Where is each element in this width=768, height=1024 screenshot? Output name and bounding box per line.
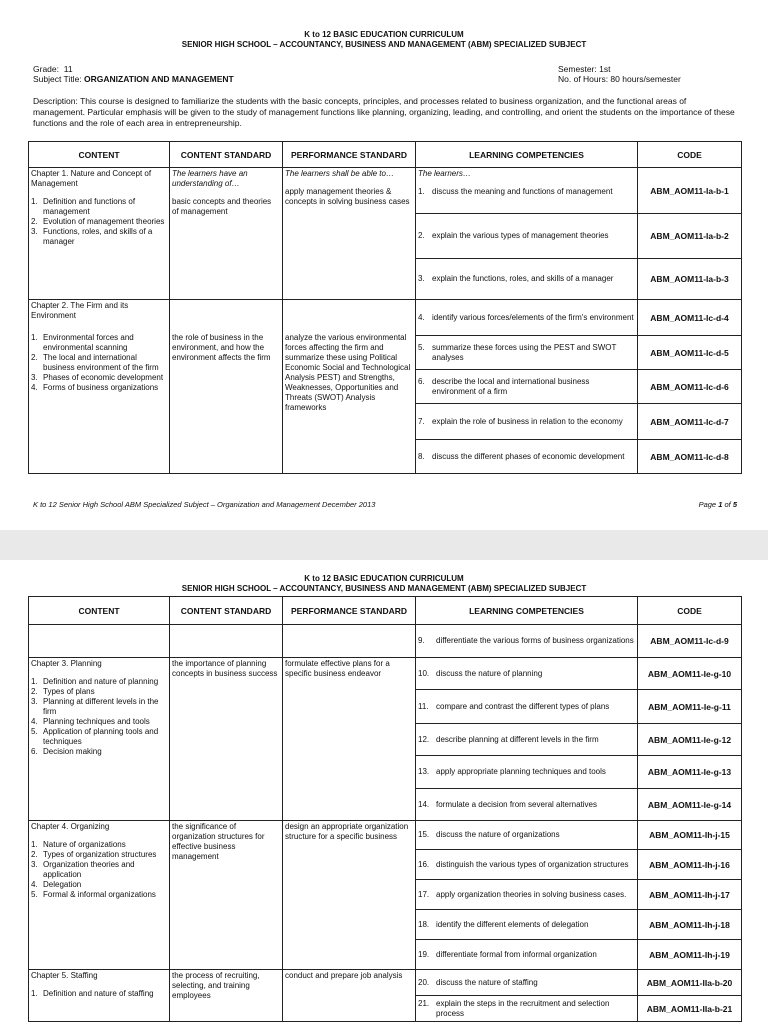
list-item: 1. Definition and functions of management bbox=[31, 197, 136, 216]
col-code: CODE bbox=[638, 142, 742, 168]
cs-intro: The learners have an understanding of… bbox=[172, 169, 248, 188]
list-item: 1. Definition and nature of planning bbox=[31, 677, 159, 686]
code-cell: ABM_AOM11-Ih-j-18 bbox=[638, 910, 742, 940]
course-description: Description: This course is designed to familiarize the students with the basic concepts, principles, and processes related to business organization, and the functional areas of management. Particular emphasis will be given to the study of management functions like planning, organizing, leading, and controlling, and orient the students on the importance of these functions and the role of each area in entrepreneurship. bbox=[33, 96, 735, 128]
competency-cell: 5. summarize these forces using the PEST and SWOT analyses bbox=[416, 336, 638, 370]
curriculum-table-page1 bbox=[28, 141, 742, 474]
list-item: 3. Planning at different levels in the firm bbox=[31, 697, 159, 716]
col-content: CONTENT bbox=[29, 142, 170, 168]
code-cell: ABM_AOM11-IIa-b-20 bbox=[638, 970, 742, 996]
chapter-1-content-standard bbox=[170, 168, 283, 300]
chapter-title: Chapter 1. Nature and Concept of Management bbox=[31, 169, 152, 188]
code-cell: ABM_AOM11-Ih-j-15 bbox=[638, 821, 742, 850]
list-item: 5. Formal & informal organizations bbox=[31, 890, 156, 899]
code-cell: ABM_AOM11-Ie-g-14 bbox=[638, 789, 742, 821]
code-cell: ABM_AOM11-Ia-b-2 bbox=[638, 214, 742, 259]
chapter-2-performance-standard bbox=[283, 300, 416, 474]
lc-intro: The learners… bbox=[418, 169, 471, 178]
chapter-4-performance-standard: design an appropriate organization structure for a specific business bbox=[283, 821, 416, 970]
page-2 bbox=[0, 560, 768, 1024]
grade-value: 11 bbox=[63, 64, 73, 74]
col-learning-competencies: LEARNING COMPETENCIES bbox=[416, 597, 638, 625]
list-item: 2. Types of plans bbox=[31, 687, 95, 696]
competency-cell: 6. describe the local and international business environment of a firm bbox=[416, 370, 638, 404]
empty-cell bbox=[283, 625, 416, 658]
code-cell: ABM_AOM11-Ie-g-13 bbox=[638, 756, 742, 789]
competency-cell: 18. identify the different elements of delegation bbox=[416, 910, 638, 940]
competency-cell: 3. explain the functions, roles, and skills of a manager bbox=[416, 259, 638, 300]
chapter-title: Chapter 3. Planning bbox=[31, 659, 102, 668]
col-content: CONTENT bbox=[29, 597, 170, 625]
subject-area-title: SENIOR HIGH SCHOOL – ACCOUNTANCY, BUSINESS AND MANAGEMENT (ABM) SPECIALIZED SUBJECT bbox=[181, 40, 587, 49]
competency-cell: 7. explain the role of business in relation to the economy bbox=[416, 404, 638, 440]
competency-cell: 17. apply organization theories in solving business cases. bbox=[416, 880, 638, 910]
col-learning-competencies: LEARNING COMPETENCIES bbox=[416, 142, 638, 168]
subject-area-title: SENIOR HIGH SCHOOL – ACCOUNTANCY, BUSINESS AND MANAGEMENT (ABM) SPECIALIZED SUBJECT bbox=[181, 584, 587, 593]
cs-text: basic concepts and theories of management bbox=[172, 197, 272, 216]
list-item: 3. Functions, roles, and skills of a manager bbox=[31, 227, 153, 246]
list-item: 5. Application of planning tools and techniques bbox=[31, 727, 159, 746]
semester-block bbox=[558, 64, 681, 84]
grade-label: Grade: bbox=[33, 64, 59, 74]
competency-cell: 2. explain the various types of management theories bbox=[416, 214, 638, 259]
code-cell: ABM_AOM11-Ic-d-9 bbox=[638, 625, 742, 658]
chapter-title: Chapter 4. Organizing bbox=[31, 822, 110, 831]
competency-cell: 4. identify various forces/elements of the firm's environment bbox=[416, 300, 638, 336]
ps-intro: The learners shall be able to… bbox=[285, 169, 394, 178]
competency-cell: 8. discuss the different phases of economic development bbox=[416, 440, 638, 474]
footer-text: K to 12 Senior High School ABM Specialized Subject – Organization and Management December 2013 bbox=[33, 500, 376, 509]
chapter-5-performance-standard: conduct and prepare job analysis bbox=[283, 970, 416, 1022]
competency-cell: 12. describe planning at different levels in the firm bbox=[416, 724, 638, 756]
code-cell: ABM_AOM11-Ih-j-16 bbox=[638, 850, 742, 880]
empty-cell bbox=[29, 625, 170, 658]
grade-subject-block bbox=[33, 64, 234, 84]
chapter-3-content bbox=[29, 658, 170, 821]
competency-cell: 10. discuss the nature of planning bbox=[416, 658, 638, 690]
competency-cell: 20. discuss the nature of staffing bbox=[416, 970, 638, 996]
chapter-4-content-standard: the significance of organization structures for effective business management bbox=[170, 821, 283, 970]
code-cell: ABM_AOM11-Ia-b-3 bbox=[638, 259, 742, 300]
code-cell: ABM_AOM11-Ic-d-5 bbox=[638, 336, 742, 370]
code-cell: ABM_AOM11-Ie-g-11 bbox=[638, 690, 742, 724]
col-performance-standard: PERFORMANCE STANDARD bbox=[283, 597, 416, 625]
chapter-3-content-standard: the importance of planning concepts in business success bbox=[170, 658, 283, 821]
competency-text: discuss the meaning and functions of management bbox=[432, 187, 613, 196]
cs-text: the role of business in the environment, and how the environment affects the firm bbox=[172, 333, 271, 362]
chapter-2-content bbox=[29, 300, 170, 474]
chapter-4-content bbox=[29, 821, 170, 970]
competency-cell: 13. apply appropriate planning techniques and tools bbox=[416, 756, 638, 789]
empty-cell bbox=[170, 625, 283, 658]
chapter-title: Chapter 2. The Firm and its Environment bbox=[31, 301, 129, 320]
code-cell: ABM_AOM11-Ih-j-19 bbox=[638, 940, 742, 970]
semester: Semester: 1st bbox=[558, 64, 611, 74]
chapter-1-content bbox=[29, 168, 170, 300]
competency-cell: 9. differentiate the various forms of business organizations bbox=[416, 625, 638, 658]
hours: No. of Hours: 80 hours/semester bbox=[558, 74, 681, 84]
curriculum-title: K to 12 BASIC EDUCATION CURRICULUM bbox=[304, 574, 464, 583]
subject-value: ORGANIZATION AND MANAGEMENT bbox=[84, 74, 234, 84]
ps-text: analyze the various environmental forces affecting the firm and summarize these using Political Economic Social and Technological Analysis PEST) and Strengths, Weaknesses, Opportunities and Threats (SWOT) Analysis frameworks bbox=[285, 333, 411, 412]
list-item: 1. Environmental forces and environmental scanning bbox=[31, 333, 134, 352]
subject-label: Subject Title: bbox=[33, 74, 82, 84]
competency-cell: 14. formulate a decision from several alternatives bbox=[416, 789, 638, 821]
code-cell: ABM_AOM11-Ic-d-8 bbox=[638, 440, 742, 474]
page-number: Page 1 of 5 bbox=[698, 500, 737, 509]
col-content-standard: CONTENT STANDARD bbox=[170, 142, 283, 168]
col-performance-standard: PERFORMANCE STANDARD bbox=[283, 142, 416, 168]
competency-cell: 16. distinguish the various types of organization structures bbox=[416, 850, 638, 880]
list-item: 4. Planning techniques and tools bbox=[31, 717, 150, 726]
code-cell: ABM_AOM11-IIa-b-21 bbox=[638, 996, 742, 1022]
list-item: 2. Evolution of management theories bbox=[31, 217, 165, 226]
code-cell: ABM_AOM11-Ia-b-1 bbox=[638, 168, 742, 214]
ps-text: apply management theories & concepts in solving business cases bbox=[285, 187, 410, 206]
code-cell: ABM_AOM11-Ic-d-6 bbox=[638, 370, 742, 404]
list-item: 1. Definition and nature of staffing bbox=[31, 989, 154, 998]
competency-cell: 19. differentiate formal from informal organization bbox=[416, 940, 638, 970]
curriculum-title: K to 12 BASIC EDUCATION CURRICULUM bbox=[304, 30, 464, 39]
code-cell: ABM_AOM11-Ic-d-4 bbox=[638, 300, 742, 336]
code-cell: ABM_AOM11-Ie-g-10 bbox=[638, 658, 742, 690]
list-item: 3. Phases of economic development bbox=[31, 373, 164, 382]
list-item: 3. Organization theories and application bbox=[31, 860, 135, 879]
competency-cell: 15. discuss the nature of organizations bbox=[416, 821, 638, 850]
chapter-title: Chapter 5. Staffing bbox=[31, 971, 98, 980]
chapter-3-performance-standard: formulate effective plans for a specific business endeavor bbox=[283, 658, 416, 821]
code-cell: ABM_AOM11-Ic-d-7 bbox=[638, 404, 742, 440]
list-item: 1. Nature of organizations bbox=[31, 840, 126, 849]
list-item: 6. Decision making bbox=[31, 747, 102, 756]
chapter-2-content-standard bbox=[170, 300, 283, 474]
list-item: 2. The local and international business environment of the firm bbox=[31, 353, 159, 372]
list-item: 4. Delegation bbox=[31, 880, 82, 889]
competency-cell: 11. compare and contrast the different types of plans bbox=[416, 690, 638, 724]
col-code: CODE bbox=[638, 597, 742, 625]
col-content-standard: CONTENT STANDARD bbox=[170, 597, 283, 625]
code-cell: ABM_AOM11-Ie-g-12 bbox=[638, 724, 742, 756]
chapter-5-content-standard: the process of recruiting, selecting, and training employees bbox=[170, 970, 283, 1022]
competency-cell: The learners… 1. discuss the meaning and functions of management bbox=[416, 168, 638, 214]
chapter-1-performance-standard bbox=[283, 168, 416, 300]
list-item: 2. Types of organization structures bbox=[31, 850, 157, 859]
competency-cell: 21. explain the steps in the recruitment and selection process bbox=[416, 996, 638, 1022]
curriculum-table-page2 bbox=[28, 596, 742, 1022]
code-cell: ABM_AOM11-Ih-j-17 bbox=[638, 880, 742, 910]
list-item: 4. Forms of business organizations bbox=[31, 383, 159, 392]
chapter-5-content bbox=[29, 970, 170, 1022]
